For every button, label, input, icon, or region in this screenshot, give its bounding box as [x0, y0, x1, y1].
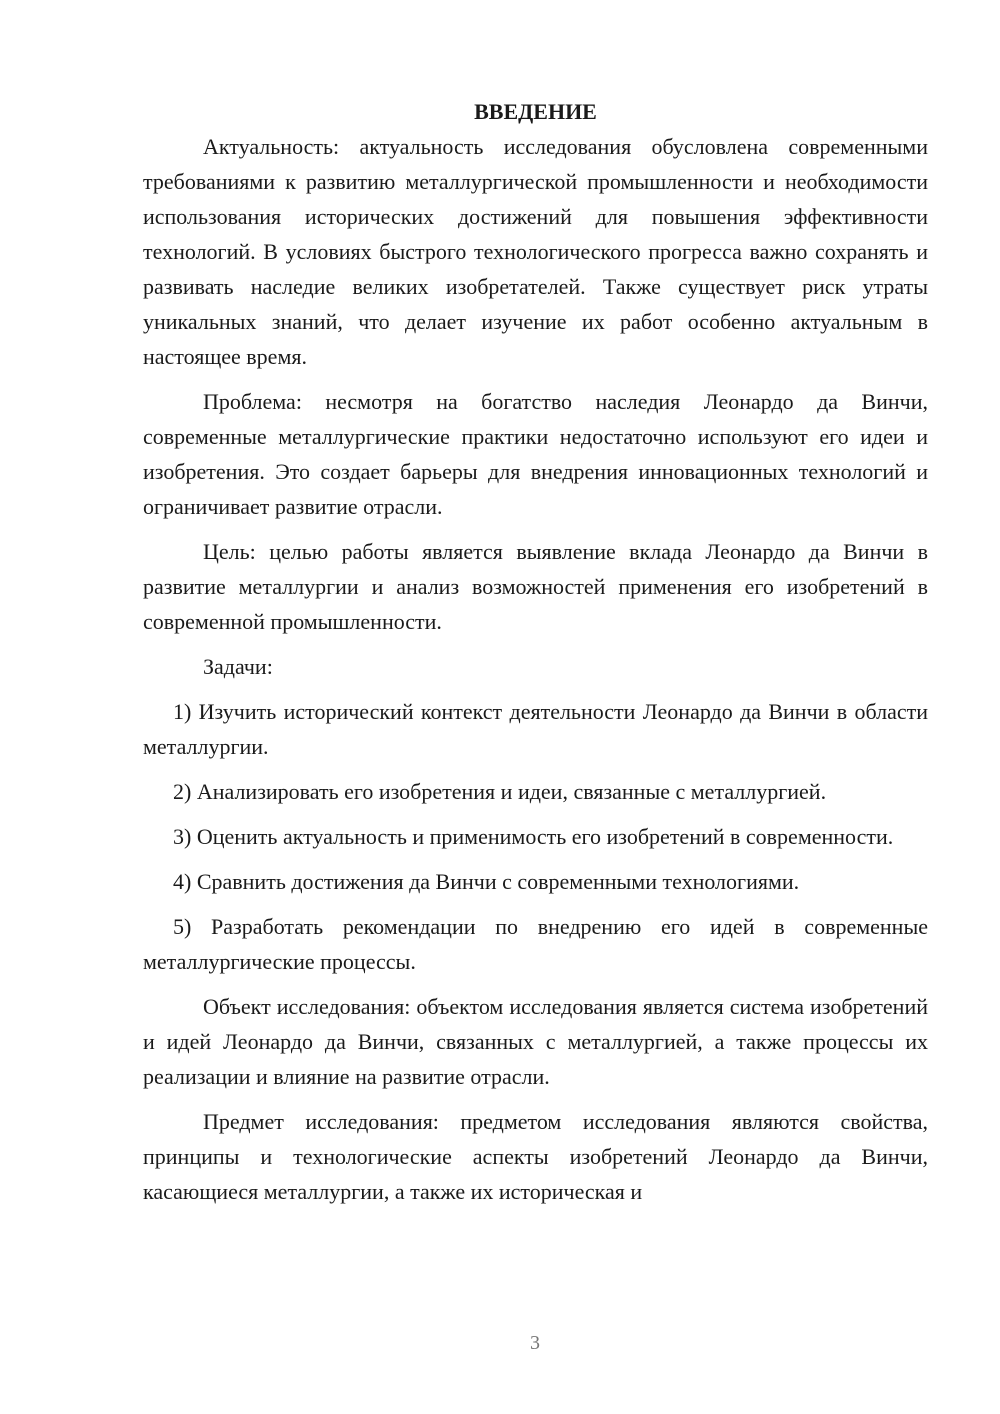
- paragraph-relevance: Актуальность: актуальность исследования обусловлена современными требованиями к развитию металлургической промышленности и необходимости использования исторических достижений для повышения эффективности технологий. В условиях быстрого технологического прогресса важно сохранять и развивать наследие великих изобретателей. Также существует риск утраты уникальных знаний, что делает изучение их работ особенно актуальным в настоящее время.: [143, 134, 928, 369]
- section-title: ВВЕДЕНИЕ: [474, 99, 597, 124]
- paragraph-subject: Предмет исследования: предметом исследования являются свойства, принципы и технологические аспекты изобретений Леонардо да Винчи, касающиеся металлургии, а также их историческая и: [143, 1109, 928, 1204]
- list-item: 3) Оценить актуальность и применимость его изобретений в современности.: [173, 824, 894, 849]
- list-item: 5) Разработать рекомендации по внедрению его идей в современные металлургические процессы.: [143, 914, 928, 974]
- page-number: 3: [530, 1332, 540, 1354]
- paragraph-goal: Цель: целью работы является выявление вклада Леонардо да Винчи в развитие металлургии и анализ возможностей применения его изобретений в современной промышленности.: [143, 539, 928, 634]
- tasks-list: [143, 694, 928, 979]
- document-page: [143, 94, 928, 1219]
- list-item: 4) Сравнить достижения да Винчи с современными технологиями.: [173, 869, 800, 894]
- list-item: 1) Изучить исторический контекст деятельности Леонардо да Винчи в области металлургии.: [143, 699, 928, 759]
- list-item: 2) Анализировать его изобретения и идеи, связанные с металлургией.: [173, 779, 827, 804]
- paragraph-object: Объект исследования: объектом исследования является система изобретений и идей Леонардо да Винчи, связанных с металлургией, а также процессы их реализации и влияние на развитие отрасли.: [143, 994, 928, 1089]
- paragraph-problem: Проблема: несмотря на богатство наследия Леонардо да Винчи, современные металлургические практики недостаточно используют его идеи и изобретения. Это создает барьеры для внедрения инновационных технологий и ограничивает развитие отрасли.: [143, 389, 928, 519]
- tasks-heading: Задачи:: [203, 654, 273, 679]
